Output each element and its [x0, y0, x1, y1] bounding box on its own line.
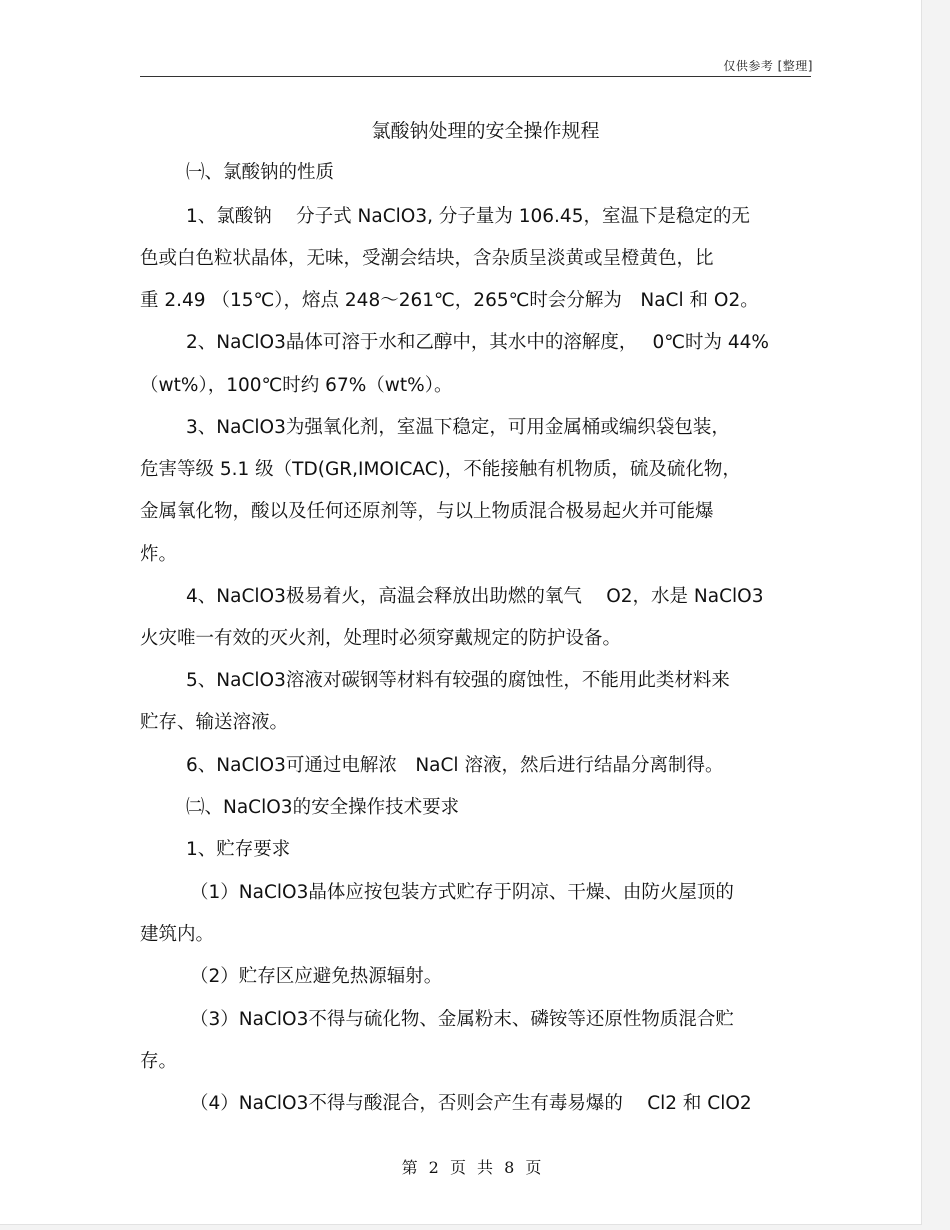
page-footer: 第 2 页 共 8 页	[401, 1158, 542, 1177]
paragraph-line: 贮存、输送溶液。	[140, 712, 289, 733]
section-heading: ㈡、NaClO3的安全操作技术要求	[186, 797, 460, 818]
paragraph-line: 3、NaClO3为强氧化剂，室温下稳定，可用金属桶或编织袋包装，	[186, 417, 730, 438]
paragraph-line: 炸。	[140, 544, 178, 565]
paragraph-line: 存。	[140, 1051, 178, 1072]
paragraph-line: 6、NaClO3可通过电解浓 NaCl 溶液，然后进行结晶分离制得。	[186, 755, 724, 776]
paragraph-line: 1、氯酸钠 分子式 NaClO3, 分子量为 106.45，室温下是稳定的无	[186, 206, 750, 227]
page-header: 仅供参考 [整理]	[723, 59, 813, 73]
header-divider	[140, 76, 811, 77]
paragraph-line: 危害等级 5.1 级（TD(GR,IMOICAC)，不能接触有机物质，硫及硫化物，	[140, 459, 741, 480]
list-item-line: （1）NaClO3晶体应按包装方式贮存于阴凉、干燥、由防火屋顶的	[190, 882, 734, 903]
list-item-line: （4）NaClO3不得与酸混合，否则会产生有毒易爆的 Cl2 和 ClO2	[190, 1093, 752, 1114]
paragraph-line: 4、NaClO3极易着火，高温会释放出助燃的氧气 O2，水是 NaClO3	[186, 586, 764, 607]
paragraph-line: 色或白色粒状晶体，无味，受潮会结块，含杂质呈淡黄或呈橙黄色，比	[140, 248, 714, 269]
list-item-line: （3）NaClO3不得与硫化物、金属粉末、磷铵等还原性物质混合贮	[190, 1009, 734, 1030]
section-heading: ㈠、氯酸钠的性质	[186, 162, 335, 183]
paragraph-line: 火灾唯一有效的灭火剂，处理时必须穿戴规定的防护设备。	[140, 628, 622, 649]
paragraph-line: 金属氧化物，酸以及任何还原剂等，与以上物质混合极易起火并可能爆	[140, 501, 714, 522]
subsection-heading: 1、贮存要求	[186, 839, 291, 860]
paragraph-line: 重 2.49 （15℃），熔点 248～261℃，265℃时会分解为 NaCl 和 O2。	[140, 290, 759, 311]
paragraph-line: 5、NaClO3溶液对碳钢等材料有较强的腐蚀性，不能用此类材料来	[186, 670, 730, 691]
paragraph-line: 建筑内。	[140, 924, 215, 945]
list-item-line: （2）贮存区应避免热源辐射。	[190, 966, 443, 987]
paragraph-line: 2、NaClO3晶体可溶于水和乙醇中，其水中的溶解度， 0℃时为 44%	[186, 332, 770, 353]
paragraph-line: （wt%），100℃时约 67%（wt%）。	[140, 375, 453, 396]
document-title: 氯酸钠处理的安全操作规程	[371, 120, 600, 142]
